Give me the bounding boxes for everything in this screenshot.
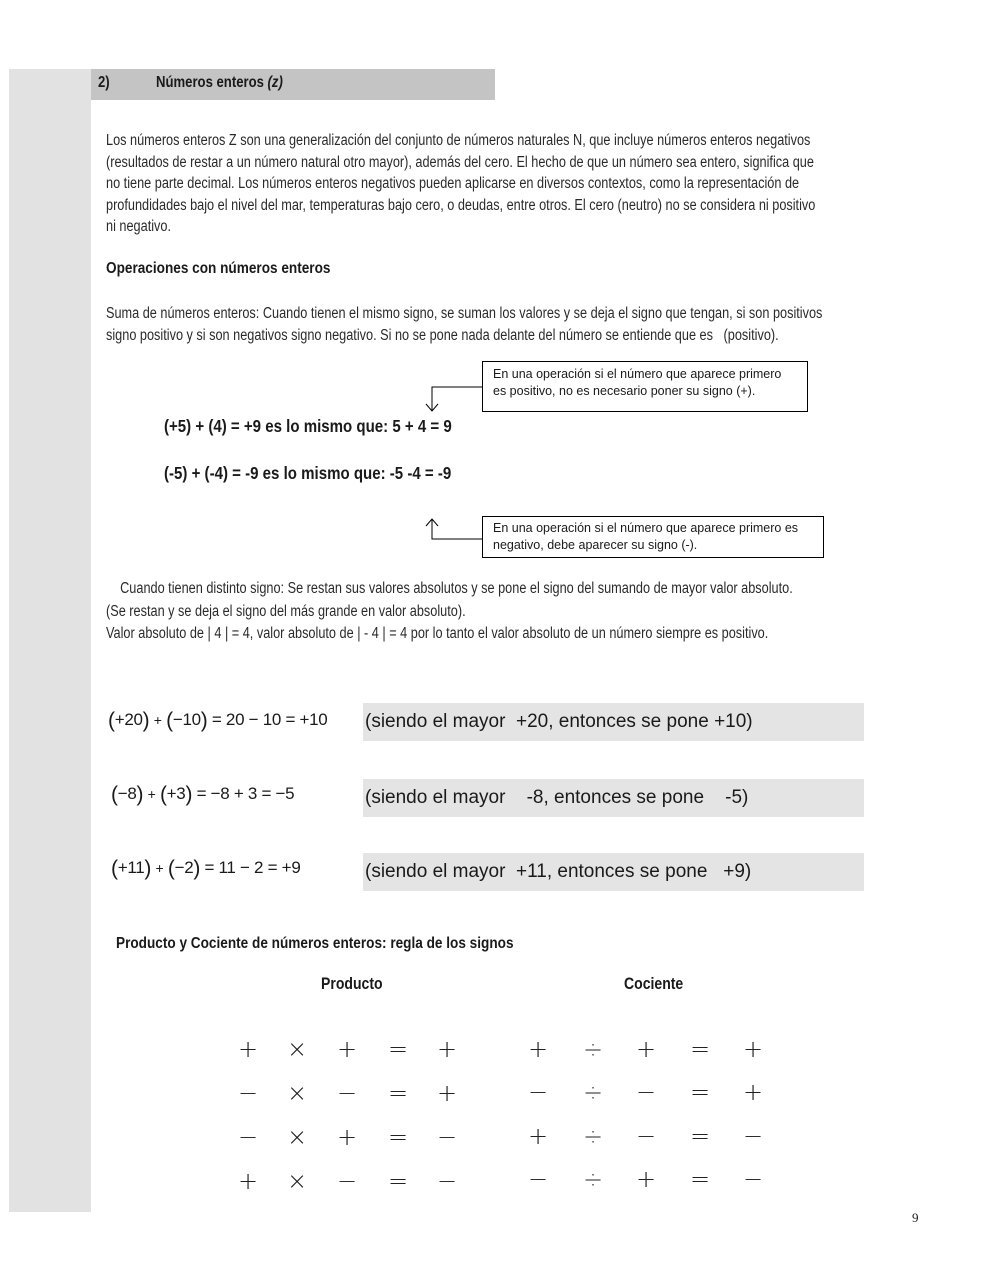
page-number: 9 xyxy=(912,1210,919,1225)
operand-a: −8 xyxy=(117,784,137,803)
worked-example-note-1: (siendo el mayor +20, entonces se pone +10) xyxy=(363,703,864,741)
intro-line: profundidades bajo el nivel del mar, temperaturas bajo cero, o deudas, entre otros. El cero (neutro) no se considera ni positivo xyxy=(106,196,816,214)
product-heading: Producto xyxy=(321,975,383,993)
equation-rest: = −8 + 3 = −5 xyxy=(192,784,295,803)
callout-positive-connector xyxy=(420,360,490,420)
operations-heading: Operaciones con números enteros xyxy=(106,260,331,277)
worked-example-note-2: (siendo el mayor -8, entonces se pone -5) xyxy=(363,779,864,817)
times-operator: × xyxy=(286,1123,308,1151)
quotient-sign: + xyxy=(527,1122,549,1150)
divide-operator: ÷ xyxy=(582,1122,604,1150)
product-sign: + xyxy=(336,1123,358,1151)
quotient-sign: − xyxy=(527,1078,549,1106)
worked-example-equation-1: (+20) + (−10) = 20 − 10 = +10 xyxy=(108,709,328,732)
divide-operator: ÷ xyxy=(582,1035,604,1063)
callout-negative-line: negativo, debe aparecer su signo (-). xyxy=(493,538,698,552)
divide-operator: ÷ xyxy=(582,1165,604,1193)
quotient-result-sign: − xyxy=(742,1165,764,1193)
product-sign: + xyxy=(336,1035,358,1063)
times-operator: × xyxy=(286,1035,308,1063)
product-sign: − xyxy=(237,1123,259,1151)
operand-b: −10 xyxy=(172,710,201,729)
different-sign-line: (Se restan y se deja el signo del más grande en valor absoluto). xyxy=(106,602,466,620)
quotient-sign: − xyxy=(635,1078,657,1106)
section-title-text: Números enteros xyxy=(156,74,268,91)
operand-b: +3 xyxy=(166,784,186,803)
product-result-sign: + xyxy=(436,1079,458,1107)
quotient-sign: + xyxy=(527,1035,549,1063)
product-result-sign: − xyxy=(436,1123,458,1151)
product-sign: + xyxy=(237,1035,259,1063)
section-number: 2) xyxy=(98,74,110,91)
operand-b: −2 xyxy=(174,858,194,877)
signs-rule-heading: Producto y Cociente de números enteros: regla de los signos xyxy=(116,935,514,952)
quotient-sign: − xyxy=(635,1122,657,1150)
quotient-result-sign: − xyxy=(742,1122,764,1150)
operand-a: +11 xyxy=(117,858,145,877)
equals-sign: = xyxy=(387,1167,409,1195)
product-result-sign: − xyxy=(436,1167,458,1195)
sum-paragraph xyxy=(106,303,918,346)
quotient-sign: − xyxy=(527,1165,549,1193)
callout-negative-connector xyxy=(420,512,490,562)
equals-sign: = xyxy=(689,1122,711,1150)
equals-sign: = xyxy=(387,1035,409,1063)
sum-line: Suma de números enteros: Cuando tienen el mismo signo, se suman los valores y se deja el signo que tengan, si son positivos xyxy=(106,305,823,322)
callout-negative xyxy=(482,516,824,558)
quotient-sign: + xyxy=(635,1035,657,1063)
different-sign-line: Cuando tienen distinto signo: Se restan sus valores absolutos y se pone el signo del sumando de mayor valor absoluto. xyxy=(106,580,793,597)
different-sign-line: Valor absoluto de | 4 | = 4, valor absoluto de | - 4 | = 4 por lo tanto el valor absoluto de un número siempre es positivo. xyxy=(106,625,769,642)
divide-operator: ÷ xyxy=(582,1078,604,1106)
equals-sign: = xyxy=(689,1165,711,1193)
times-operator: × xyxy=(286,1167,308,1195)
section-title xyxy=(156,74,283,92)
callout-positive xyxy=(482,361,808,412)
intro-line: ni negativo. xyxy=(106,218,172,235)
product-sign: − xyxy=(237,1079,259,1107)
worked-example-equation-3: (+11) + (−2) = 11 − 2 = +9 xyxy=(111,857,301,880)
equals-sign: = xyxy=(689,1078,711,1106)
equals-sign: = xyxy=(387,1123,409,1151)
operand-a: +20 xyxy=(114,710,143,729)
times-operator: × xyxy=(286,1079,308,1107)
product-result-sign: + xyxy=(436,1035,458,1063)
example-negative-equation: (-5) + (-4) = -9 es lo mismo que: -5 -4 = -9 xyxy=(164,463,452,483)
section-header-bar xyxy=(91,69,495,100)
product-sign: + xyxy=(237,1167,259,1195)
callout-positive-line: es positivo, no es necesario poner su signo (+). xyxy=(493,384,756,398)
worked-example-note-3: (siendo el mayor +11, entonces se pone +9) xyxy=(363,853,864,891)
equation-rest: = 20 − 10 = +10 xyxy=(207,710,328,729)
different-sign-paragraph xyxy=(106,578,918,646)
callout-positive-line: En una operación si el número que aparece primero xyxy=(493,367,782,381)
product-sign: − xyxy=(336,1079,358,1107)
quotient-result-sign: + xyxy=(742,1078,764,1106)
section-title-symbol: (z) xyxy=(267,74,283,91)
equals-sign: = xyxy=(387,1079,409,1107)
intro-line: no tiene parte decimal. Los números enteros negativos pueden aplicarse en diversos contextos, como la representación de xyxy=(106,175,800,192)
example-positive-equation: (+5) + (4) = +9 es lo mismo que: 5 + 4 = 9 xyxy=(164,416,452,436)
callout-negative-line: En una operación si el número que aparece primero es xyxy=(493,521,799,535)
worked-example-equation-2: (−8) + (+3) = −8 + 3 = −5 xyxy=(111,783,295,806)
intro-line: (resultados de restar a un número natural otro mayor), además del cero. El hecho de que un número sea entero, significa que xyxy=(106,153,814,171)
quotient-heading: Cociente xyxy=(624,975,684,993)
intro-line: Los números enteros Z son una generalización del conjunto de números naturales N, que incluye números enteros negativos xyxy=(106,132,811,149)
product-sign: − xyxy=(336,1167,358,1195)
equals-sign: = xyxy=(689,1035,711,1063)
quotient-sign: + xyxy=(635,1165,657,1193)
sum-line: signo positivo y si son negativos signo negativo. Si no se pone nada delante del número se entiende que es (positivo). xyxy=(106,326,779,344)
equation-rest: = 11 − 2 = +9 xyxy=(200,858,301,877)
quotient-result-sign: + xyxy=(742,1035,764,1063)
left-margin-band xyxy=(9,69,91,1212)
intro-paragraph xyxy=(106,130,918,238)
